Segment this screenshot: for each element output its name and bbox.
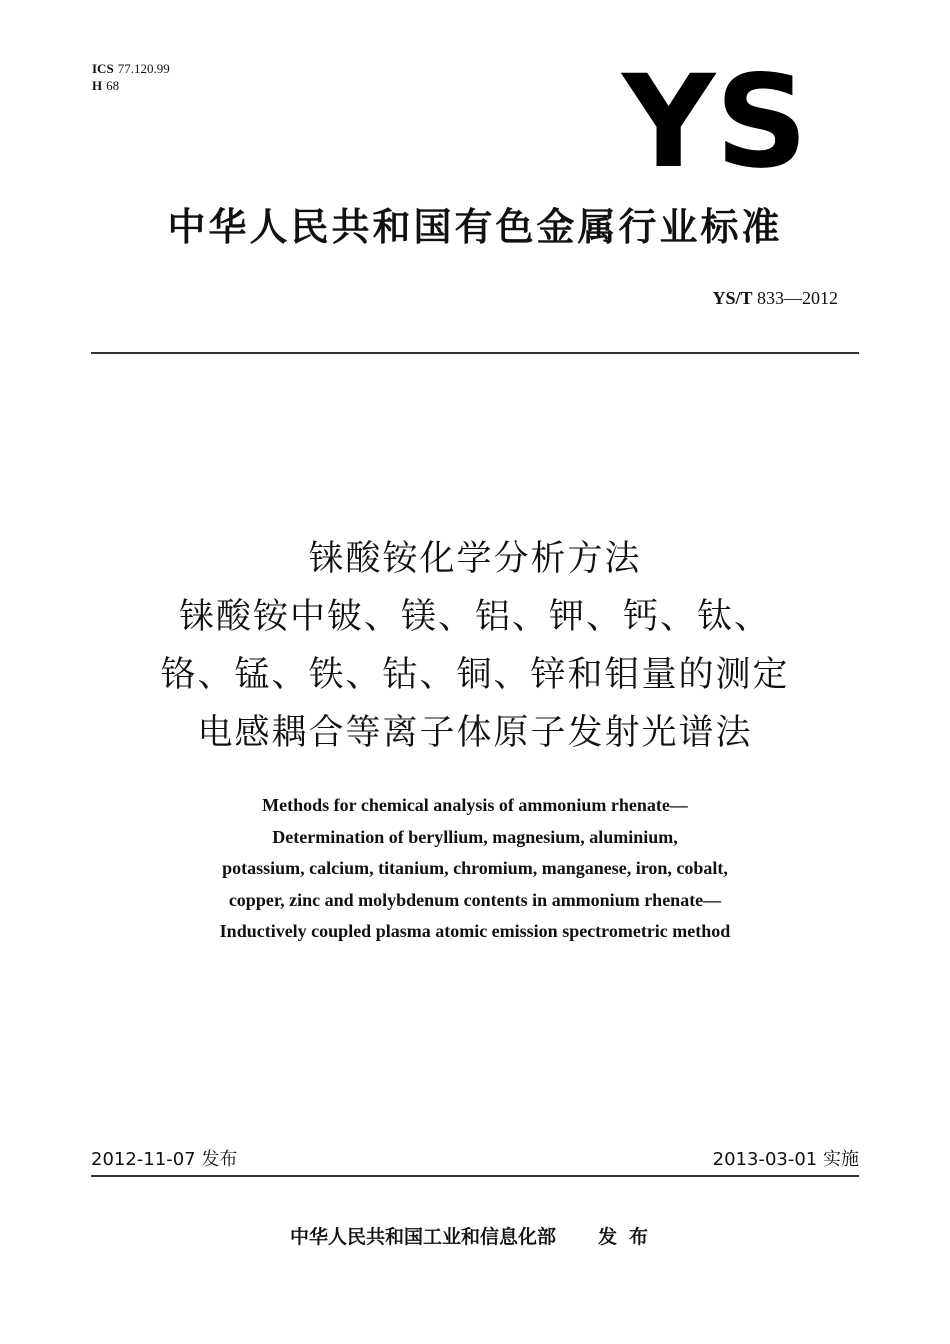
chinese-title xyxy=(0,530,950,762)
chinese-title-line: 铬、锰、铁、钴、铜、锌和钼量的测定 xyxy=(160,655,790,695)
ys-logo-text: YS xyxy=(620,58,808,176)
english-title xyxy=(0,790,950,948)
ccs-value: 68 xyxy=(106,78,120,93)
issue-date: 2012-11-07 发布 xyxy=(91,1149,238,1170)
english-title-line: copper, zinc and molybdenum contents in ammonium rhenate— xyxy=(228,889,722,910)
chinese-title-line: 铼酸铵中铍、镁、铝、钾、钙、钛、 xyxy=(178,597,771,637)
standard-prefix: YS/T xyxy=(712,288,753,308)
standard-code xyxy=(712,288,838,309)
top-divider xyxy=(91,352,859,354)
issuer-verb: 发布 xyxy=(598,1226,661,1248)
ys-logo xyxy=(620,58,810,176)
chinese-title-line: 电感耦合等离子体原子发射光谱法 xyxy=(197,713,753,753)
bottom-divider xyxy=(91,1175,859,1177)
implementation-date: 2013-03-01 实施 xyxy=(712,1149,859,1170)
ccs-key: H xyxy=(92,78,103,93)
issuer-org: 中华人民共和国工业和信息化部 xyxy=(289,1226,556,1248)
ics-code xyxy=(92,60,170,77)
standard-number: 833—2012 xyxy=(757,288,838,308)
english-title-line: potassium, calcium, titanium, chromium, manganese, iron, cobalt, xyxy=(222,858,728,878)
issuer xyxy=(0,1222,950,1249)
ics-value: 77.120.99 xyxy=(117,61,170,76)
english-title-line: Methods for chemical analysis of ammonium rhenate— xyxy=(262,795,688,815)
classification-codes xyxy=(92,60,170,94)
english-title-line: Inductively coupled plasma atomic emission spectrometric method xyxy=(219,921,731,941)
chinese-title-line: 铼酸铵化学分析方法 xyxy=(308,539,642,579)
ccs-code xyxy=(92,77,170,94)
ics-key: ICS xyxy=(92,61,114,76)
org-title: 中华人民共和国有色金属行业标准 xyxy=(167,205,783,249)
english-title-line: Determination of beryllium, magnesium, aluminium, xyxy=(272,826,678,847)
